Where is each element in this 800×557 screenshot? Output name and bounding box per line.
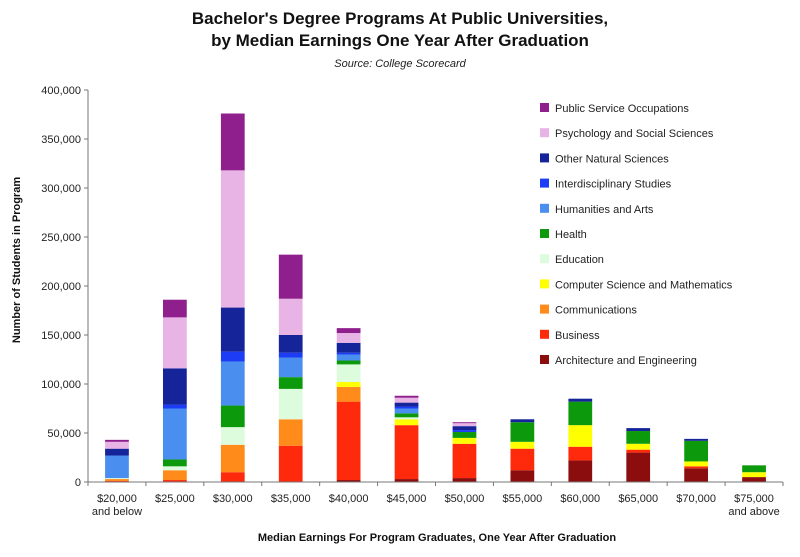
bar-segment xyxy=(221,427,245,445)
bar-segment xyxy=(395,398,419,403)
bar-segment xyxy=(395,403,419,407)
x-tick-label: $25,000 xyxy=(154,493,195,505)
x-tick-label: and above xyxy=(728,506,780,518)
x-tick-label: $60,000 xyxy=(560,493,601,505)
bar-segment xyxy=(279,389,303,419)
bar-segment xyxy=(395,409,419,414)
chart-title-line-2: by Median Earnings One Year After Graduation xyxy=(211,31,589,50)
bar-segment xyxy=(163,409,187,460)
bar-segment xyxy=(395,396,419,398)
bar-segment xyxy=(105,478,129,479)
bar-segment xyxy=(105,479,129,481)
bar-segment xyxy=(626,453,650,482)
y-tick-label: 350,000 xyxy=(41,134,81,146)
bar-segment xyxy=(279,255,303,299)
bar-segment xyxy=(742,477,766,482)
bar-segment xyxy=(568,402,592,426)
y-tick-label: 100,000 xyxy=(41,379,81,391)
bar-segment xyxy=(105,456,129,479)
legend-label: Other Natural Sciences xyxy=(555,153,669,166)
legend-label: Interdisciplinary Studies xyxy=(555,178,672,191)
x-tick-label: $30,000 xyxy=(212,493,253,505)
bar-segment xyxy=(279,446,303,482)
bar-segment xyxy=(221,406,245,428)
bar-segment xyxy=(163,368,187,404)
bar-segment xyxy=(453,430,477,432)
bar-segment xyxy=(511,470,535,482)
bar-segment xyxy=(337,360,361,364)
bar-segment xyxy=(337,387,361,402)
bar-segment xyxy=(221,445,245,472)
legend-swatch xyxy=(540,153,549,162)
bar-segment xyxy=(453,422,477,423)
bar-segment xyxy=(395,425,419,479)
bar-segment xyxy=(568,460,592,482)
legend-label: Psychology and Social Sciences xyxy=(555,128,714,141)
legend-swatch xyxy=(540,229,549,238)
bar-segment xyxy=(453,444,477,478)
bar-segment xyxy=(163,459,187,466)
legend-label: Computer Science and Mathematics xyxy=(555,279,733,292)
bar-segment xyxy=(221,352,245,362)
x-tick-label: and below xyxy=(91,506,143,518)
bar-segment xyxy=(626,450,650,453)
bar-segment xyxy=(626,428,650,431)
bar-segment xyxy=(453,426,477,430)
legend-label: Communications xyxy=(555,304,637,317)
bar-segment xyxy=(221,170,245,307)
bar-segment xyxy=(279,377,303,389)
bar-segment xyxy=(163,317,187,368)
bars-group xyxy=(105,114,766,482)
legend-swatch xyxy=(540,204,549,213)
bar-segment xyxy=(221,114,245,171)
bar-segment xyxy=(337,355,361,361)
legend-swatch xyxy=(540,305,549,314)
bar-segment xyxy=(395,407,419,409)
y-tick-label: 250,000 xyxy=(41,232,81,244)
y-axis-label: Number of Students in Program xyxy=(11,176,23,344)
bar-segment xyxy=(511,422,535,442)
bar-segment xyxy=(626,431,650,444)
bar-segment xyxy=(742,472,766,477)
x-axis-label: Median Earnings For Program Graduates, One Year After Graduation xyxy=(257,532,617,544)
bar-segment xyxy=(163,405,187,409)
bar-segment xyxy=(163,466,187,470)
bar-segment xyxy=(221,361,245,405)
legend-label: Health xyxy=(555,229,587,241)
bar-segment xyxy=(684,466,708,468)
legend-label: Education xyxy=(555,254,604,267)
bar-segment xyxy=(626,444,650,450)
legend-swatch xyxy=(540,330,549,339)
bar-segment xyxy=(337,382,361,387)
bar-segment xyxy=(684,468,708,482)
x-tick-label: $50,000 xyxy=(444,493,485,505)
legend-swatch xyxy=(540,128,549,137)
bar-segment xyxy=(337,328,361,333)
y-tick-label: 300,000 xyxy=(41,183,81,195)
x-tick-label: $20,000 xyxy=(97,493,137,505)
bar-segment xyxy=(511,419,535,422)
legend-swatch xyxy=(540,279,549,288)
bar-segment xyxy=(337,402,361,480)
bar-segment xyxy=(395,417,419,419)
y-tick-label: 150,000 xyxy=(41,330,81,342)
legend-label: Public Service Occupations xyxy=(555,103,689,115)
bar-segment xyxy=(279,353,303,358)
bar-segment xyxy=(337,333,361,343)
bar-segment xyxy=(453,438,477,444)
bar-segment xyxy=(684,461,708,466)
bar-segment xyxy=(568,425,592,447)
bar-segment xyxy=(568,399,592,402)
bar-segment xyxy=(279,335,303,353)
bar-segment xyxy=(163,300,187,318)
y-tick-label: 0 xyxy=(74,477,81,489)
x-tick-label: $70,000 xyxy=(676,493,717,505)
x-tick-label: $45,000 xyxy=(386,493,427,505)
bar-segment xyxy=(453,423,477,426)
x-axis-ticks xyxy=(88,482,783,518)
bar-segment xyxy=(279,358,303,378)
bar-segment xyxy=(684,441,708,462)
y-tick-label: 200,000 xyxy=(41,281,81,293)
bar-segment xyxy=(105,449,129,456)
bar-segment xyxy=(221,308,245,352)
bar-segment xyxy=(163,470,187,480)
bar-segment xyxy=(511,442,535,449)
legend-swatch xyxy=(540,254,549,263)
legend-label: Humanities and Arts xyxy=(555,203,654,216)
y-tick-label: 50,000 xyxy=(47,428,81,440)
bar-segment xyxy=(279,419,303,445)
bar-segment xyxy=(337,343,361,353)
x-tick-label: $65,000 xyxy=(618,493,659,505)
bar-segment xyxy=(684,439,708,441)
y-axis-ticks xyxy=(41,85,88,489)
x-tick-label: $35,000 xyxy=(270,493,311,505)
x-tick-label: $75,000 xyxy=(734,493,774,505)
bar-segment xyxy=(511,449,535,471)
x-tick-label: $55,000 xyxy=(502,493,543,505)
bar-segment xyxy=(279,299,303,335)
legend-swatch xyxy=(540,355,549,364)
y-tick-label: 400,000 xyxy=(41,85,81,97)
bar-segment xyxy=(221,472,245,482)
x-tick-label: $40,000 xyxy=(328,493,369,505)
bar-segment xyxy=(395,419,419,425)
legend-swatch xyxy=(540,179,549,188)
chart-subtitle: Source: College Scorecard xyxy=(334,58,466,70)
legend xyxy=(540,103,733,367)
bar-segment xyxy=(337,364,361,382)
bar-segment xyxy=(105,442,129,449)
bar-segment xyxy=(453,432,477,438)
legend-swatch xyxy=(540,103,549,112)
chart-title-line-1: Bachelor's Degree Programs At Public Universities, xyxy=(191,9,609,28)
bar-segment xyxy=(568,447,592,461)
bar-segment xyxy=(453,478,477,482)
bar-segment xyxy=(742,465,766,472)
legend-label: Business xyxy=(555,329,600,342)
bar-segment xyxy=(395,413,419,417)
bar-segment xyxy=(105,440,129,442)
legend-label: Architecture and Engineering xyxy=(555,355,697,367)
bar-segment xyxy=(337,353,361,355)
